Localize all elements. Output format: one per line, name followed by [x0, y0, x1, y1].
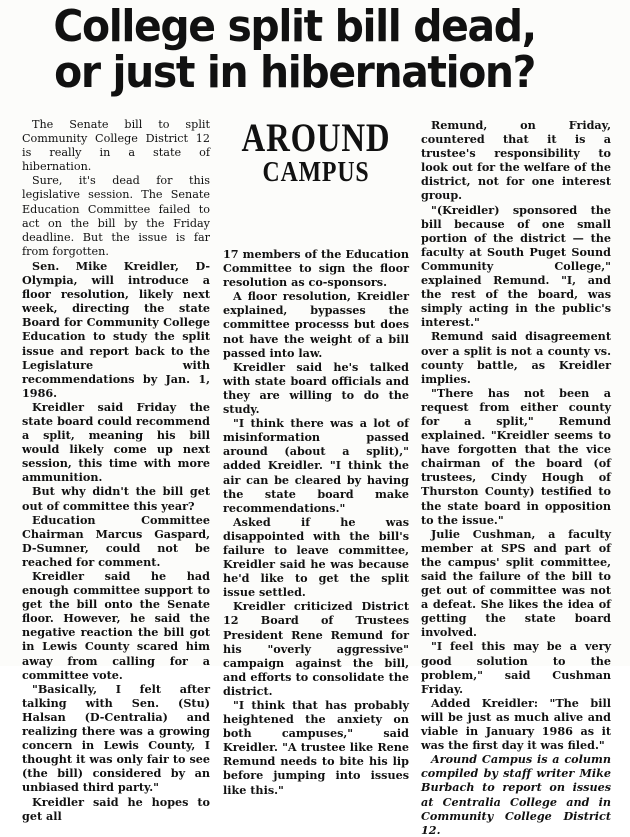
- paragraph: Sen. Mike Kreidler, D-Olympia, will introduce a floor resolution, likely next week, directing the state Board for Community College Education to study the split issue and report back to the Legislature with recommendations by Jan. 1, 1986.: [22, 258, 210, 400]
- paragraph: But why didn't the bill get out of committee this year?: [22, 484, 210, 513]
- headline-line-1: College split bill dead,: [53, 1, 536, 52]
- paragraph: 17 members of the Education Committee to sign the floor resolution as co-sponsors.: [223, 247, 409, 290]
- paragraph: Kreidler said Friday the state board could recommend a split, meaning his bill would likely come up next session, this time with more ammunition.: [22, 399, 210, 485]
- paragraph: Kreidler said he had enough committee support to get the bill onto the Senate floor. However, he said the negative reaction the bill got in Lewis County scared him away from calling for a committee vote.: [22, 569, 210, 682]
- paragraph: "I think that has probably heightened the anxiety on both campuses," said Kreidler. "A trustee like Rene Remund needs to bite his lip before jumping into issues like this.": [223, 698, 409, 797]
- paragraph: Education Committee Chairman Marcus Gaspard, D-Sumner, could not be reached for comment.: [22, 512, 210, 569]
- paragraph: Kreidler said he's talked with state board officials and they are willing to do the study.: [223, 359, 409, 417]
- article-column-2: [223, 247, 409, 797]
- paragraph: "(Kreidler) sponsored the bill because of one small portion of the district — the faculty at South Puget Sound Community College," explained Remund. "I, and the rest of the board, was simply acting in the public's interest.": [421, 202, 611, 330]
- paragraph: Kreidler said he hopes to get all: [22, 794, 210, 823]
- paragraph: Sure, it's dead for this legislative session. The Senate Education Committee failed to act on the bill by the Friday deadline. But the issue is far from forgotten.: [22, 174, 210, 258]
- paragraph: "I think there was a lot of misinformation passed around (about a split)," added Kreidler. "I think the air can be cleared by having the state board make recommendations.": [223, 416, 409, 515]
- paragraph: Asked if he was disappointed with the bill's failure to leave committee, Kreidler said he was because he'd like to get the split issue settled.: [223, 514, 409, 600]
- paragraph: Julie Cushman, a faculty member at SPS and part of the campus' split committee, said the failure of the bill to get out of committee was not a defeat. She likes the idea of getting the state board involved.: [421, 526, 611, 640]
- paragraph: The Senate bill to split Community College District 12 is really in a state of hibernation.: [22, 118, 210, 174]
- paragraph: Remund said disagreement over a split is not a county vs. county battle, as Kreidler implies.: [421, 329, 611, 386]
- article-column-3: [421, 118, 611, 837]
- paragraph: A floor resolution, Kreidler explained, bypasses the committee processs but does not have the weight of a bill passed into law.: [223, 289, 409, 360]
- paragraph: Added Kreidler: "The bill will be just as much alive and viable in January 1986 as it was the first day it was filed.": [421, 695, 611, 753]
- column-footer-note: Around Campus is a column compiled by staff writer Mike Burbach to report on issues at Centralia College and in Community College District 12.: [421, 752, 611, 837]
- around-campus-logo: [223, 115, 409, 198]
- paragraph: Remund, on Friday, countered that it is a trustee's responsibility to look out for the welfare of the district, not for one interest group.: [421, 118, 611, 203]
- headline-line-2: or just in hibernation?: [54, 47, 536, 98]
- headline: [10, 1, 579, 98]
- column-logo-area: [223, 115, 409, 238]
- paragraph: "There has not been a request from either county for a split," Remund explained. "Kreidler seems to have forgotten that the vice chairman of the board (of trustees, Cindy Hough of Thurston County) testified to the state board in opposition to the issue.": [421, 385, 611, 527]
- paragraph: "Basically, I felt after talking with Sen. (Stu) Halsan (D-Centralia) and realizing there was a growing concern in Lewis County, I thought it was only fair to see (the bill) considered by an unbiased third party.": [22, 681, 210, 795]
- logo-line-2: CAMPUS: [262, 157, 370, 188]
- logo-line-1: AROUND: [241, 115, 391, 160]
- article-column-1: [22, 118, 210, 823]
- paragraph: "I feel this may be a very good solution to the problem," said Cushman Friday.: [421, 639, 611, 696]
- paragraph: Kreidler criticized District 12 Board of Trustees President Rene Remund for his "overly aggressive" campaign against the bill, and efforts to consolidate the district.: [223, 599, 409, 698]
